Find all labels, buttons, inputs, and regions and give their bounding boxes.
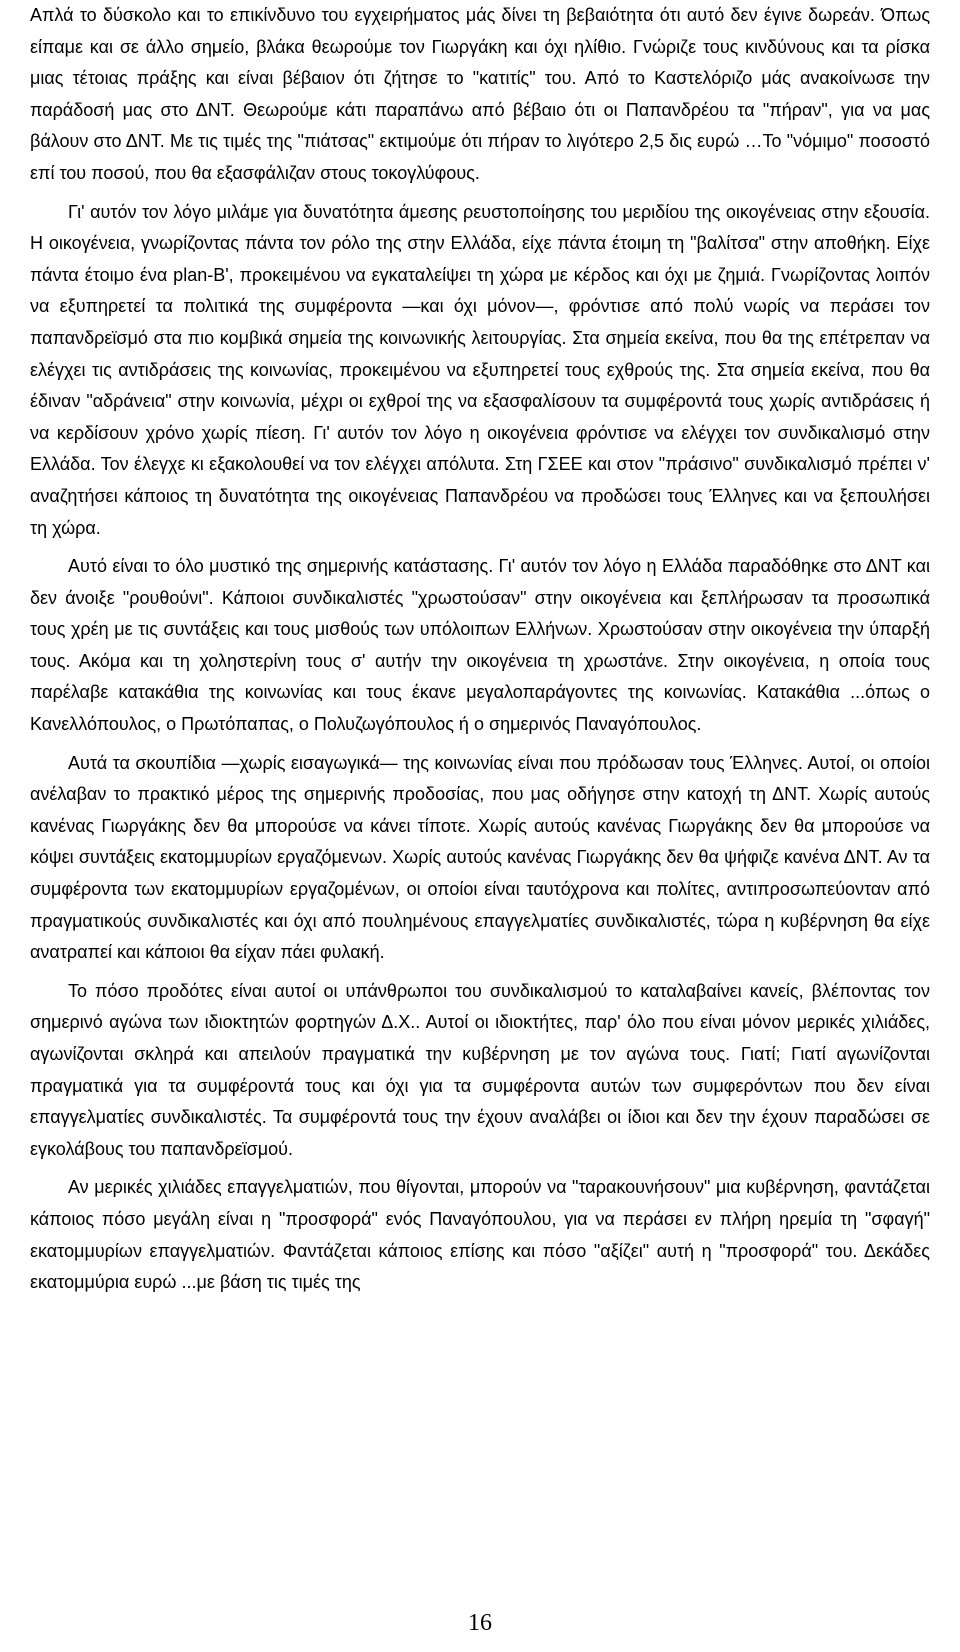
- paragraph-1: Απλά το δύσκολο και το επικίνδυνο του εγχειρήματος μάς δίνει τη βεβαιότητα ότι αυτό δεν έγινε δωρεάν. Όπως είπαμε και σε άλλο σημείο, βλάκα θεωρούμε τον Γιωργάκη και όχι ηλίθιο. Γνώριζε τους κινδύνους και τα ρίσκα μιας τέτοιας πράξης και είναι βέβαιον ότι ζήτησε το "κατιτίς" του. Από το Καστελόριζο μάς ανακοίνωσε την παράδοσή μας στο ΔΝΤ. Θεωρούμε κάτι παραπάνω από βέβαιο ότι οι Παπανδρέου τα "πήραν", για να μας βάλουν στο ΔΝΤ. Με τις τιμές της "πιάτσας" εκτιμούμε ότι πήραν το λιγότερο 2,5 δις ευρώ …Το "νόμιμο" ποσοστό επί του ποσού, που θα εξασφάλιζαν στους τοκογλύφους.: [30, 5, 930, 183]
- paragraph-3: Αυτό είναι το όλο μυστικό της σημερινής κατάστασης. Γι' αυτόν τον λόγο η Ελλάδα παραδόθηκε στο ΔΝΤ και δεν άνοιξε "ρουθούνι". Κάποιοι συνδικαλιστές "χρωστούσαν" στην οικογένεια και ξεπλήρωσαν τα προσωπικά τους χρέη με τις συντάξεις και τους μισθούς των υπόλοιπων Ελλήνων. Χρωστούσαν στην οικογένεια την ύπαρξή τους. Ακόμα και τη χοληστερίνη τους σ' αυτήν την οικογένεια τη χρωστάνε. Στην οικογένεια, η οποία τους παρέλαβε κατακάθια της κοινωνίας και τους έκανε μεγαλοπαράγοντες της κοινωνίας. Κατακάθια ...όπως ο Κανελλόπουλος, ο Πρωτόπαπας, ο Πολυζωγόπουλος ή ο σημερινός Παναγόπουλος.: [30, 556, 930, 735]
- paragraph-2: Γι' αυτόν τον λόγο μιλάμε για δυνατότητα άμεσης ρευστοποίησης του μεριδίου της οικογένειας στην εξουσία. Η οικογένεια, γνωρίζοντας πάντα τον ρόλο της στην Ελλάδα, είχε πάντα έτοιμη τη "βαλίτσα" στην αποθήκη. Είχε πάντα έτοιμο ένα plan-B', προκειμένου να εγκαταλείψει τη χώρα με κέρδος και όχι με ζημιά. Γνωρίζοντας λοιπόν να εξυπηρετεί τα πολιτικά της συμφέροντα —και όχι μόνον—, φρόντισε από πολύ νωρίς να περάσει τον παπανδρεϊσμό στα πιο κομβικά σημεία της κοινωνικής λειτουργίας. Στα σημεία εκείνα, που θα της επέτρεπαν να ελέγχει τις αντιδράσεις της κοινωνίας, προκειμένου να εξυπηρετεί τους εχθρούς της. Στα σημεία εκείνα, που θα έδιναν "αδράνεια" στην κοινωνία, μέχρι οι εχθροί της να εξασφαλίσουν τα συμφέροντά τους χωρίς αντιδράσεις ή να κερδίσουν χρόνο χωρίς πίεση. Γι' αυτόν τον λόγο η οικογένεια φρόντισε να ελέγχει τον συνδικαλισμό στην Ελλάδα. Τον έλεγχε κι εξακολουθεί να τον ελέγχει απόλυτα. Στη ΓΣΕΕ και στον "πράσινο" συνδικαλισμό πρέπει ν' αναζητήσει κάποιος τη δυνατότητα της οικογένειας Παπανδρέου να προδώσει τους Έλληνες και να ξεπουλήσει τη χώρα.: [30, 201, 930, 538]
- paragraph-6: Αν μερικές χιλιάδες επαγγελματιών, που θίγονται, μπορούν να "ταρακουνήσουν" μια κυβέρνηση, φαντάζεται κάποιος πόσο μεγάλη είναι η "προσφορά" ενός Παναγόπουλου, για να περάσει εν πλήρη ηρεμία τη "σφαγή" εκατομμυρίων επαγγελματιών. Φαντάζεται κάποιος επίσης και πόσο "αξίζει" αυτή η "προσφορά" του. Δεκάδες εκατομμύρια ευρώ ...με βάση τις τιμές της: [30, 1177, 930, 1293]
- paragraph-4: Αυτά τα σκουπίδια —χωρίς εισαγωγικά— της κοινωνίας είναι που πρόδωσαν τους Έλληνες. Αυτοί, οι οποίοι ανέλαβαν το πρακτικό μέρος της σημερινής προδοσίας, που μας οδήγησε στην κατοχή τη ΔΝΤ. Χωρίς αυτούς κανένας Γιωργάκης δεν θα μπορούσε να κάνει τίποτε. Χωρίς αυτούς κανένας Γιωργάκης δεν θα μπορούσε να κόψει συντάξεις εκατομμυρίων εργαζόμενων. Χωρίς αυτούς κανένας Γιωργάκης δεν θα ψήφιζε κανένα ΔΝΤ. Αν τα συμφέροντα των εκατομμυρίων εργαζομένων, οι οποίοι είναι ταυτόχρονα και πολίτες, αντιπροσωπεύονταν από πραγματικούς συνδικαλιστές και όχι από πουλημένους επαγγελματίες συνδικαλιστές, τώρα η κυβέρνηση θα είχε ανατραπεί και κάποιοι θα είχαν πάει φυλακή.: [30, 752, 930, 963]
- document-page: [30, 0, 930, 1590]
- paragraph-5: Το πόσο προδότες είναι αυτοί οι υπάνθρωποι του συνδικαλισμού το καταλαβαίνει κανείς, βλέποντας τον σημερινό αγώνα των ιδιοκτητών φορτηγών Δ.Χ.. Αυτοί οι ιδιοκτήτες, παρ' όλο που είναι μόνον μερικές χιλιάδες, αγωνίζονται σκληρά και απειλούν πραγματικά την κυβέρνηση με τον αγώνα τους. Γιατί; Γιατί αγωνίζονται πραγματικά για τα συμφέροντά τους και όχι για τα συμφέροντα αυτών των συμφερόντων που δεν είναι επαγγελματίες συνδικαλιστές. Τα συμφέροντά τους την έχουν αναλάβει οι ίδιοι και δεν την έχουν παραδώσει σε εγκολάβους του παπανδρεϊσμού.: [30, 980, 930, 1159]
- page-number: 16: [468, 1610, 492, 1636]
